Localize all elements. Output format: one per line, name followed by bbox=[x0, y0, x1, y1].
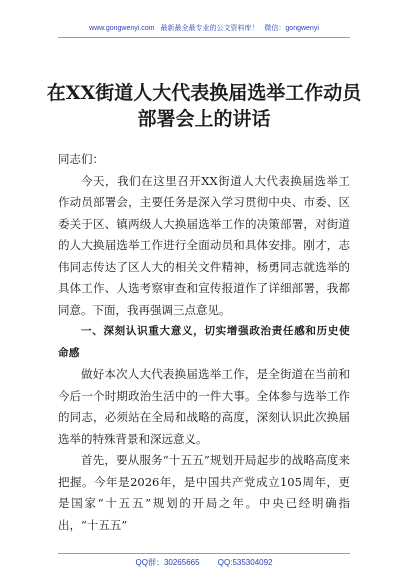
section-heading: 一、深刻认识重大意义，切实增强政治责任感和历史使命感 bbox=[58, 325, 350, 359]
greeting: 同志们： bbox=[58, 152, 104, 166]
section-paragraph: 首先，要从服务“十五五”规划开局起步的战略高度来把握。今年是2026年，是中国共产党成立105周年，更是国家“十五五”规划的开局之年。中央已经明确指出，“十五五” bbox=[58, 453, 350, 532]
intro-paragraph: 今天，我们在这里召开XX街道人大代表换届选举工作动员部署会，主要任务是深入学习贯彻中央、市委、区委关于区、镇两级人大换届选举工作的决策部署，对街道的人大换届选举工作进行全面动员和具体安排。刚才，志伟同志传达了区人大的相关文件精神，杨勇同志就选举的具体工作、人选考察审查和宣传报道作了详细部署，我都同意。下面，我再强调三点意见。 bbox=[58, 173, 350, 317]
footer-divider bbox=[58, 553, 350, 554]
section-paragraph: 做好本次人大代表换届选举工作，是全街道在当前和今后一个时期政治生活中的一件大事。全体参与选举工作的同志，必须站在全局和战略的高度，深刻认识此次换届选举的特殊背景和深远意义。 bbox=[58, 367, 350, 446]
header-site-link[interactable]: www.gongwenyi.com bbox=[89, 25, 155, 32]
page-header bbox=[58, 24, 350, 34]
header-divider bbox=[58, 37, 350, 38]
document-title: 在XX街道人大代表换届选举工作动员部署会上的讲话 bbox=[46, 82, 362, 130]
header-wechat: 微信：gongwenyi bbox=[264, 25, 319, 32]
page-footer bbox=[58, 557, 350, 568]
footer-qq-group: QQ群：30265665 bbox=[135, 558, 200, 567]
footer-qq: QQ:535304092 bbox=[217, 558, 273, 567]
header-tagline: 最新最全最专业的公文资料库！ bbox=[160, 25, 259, 32]
document-body bbox=[58, 149, 350, 536]
